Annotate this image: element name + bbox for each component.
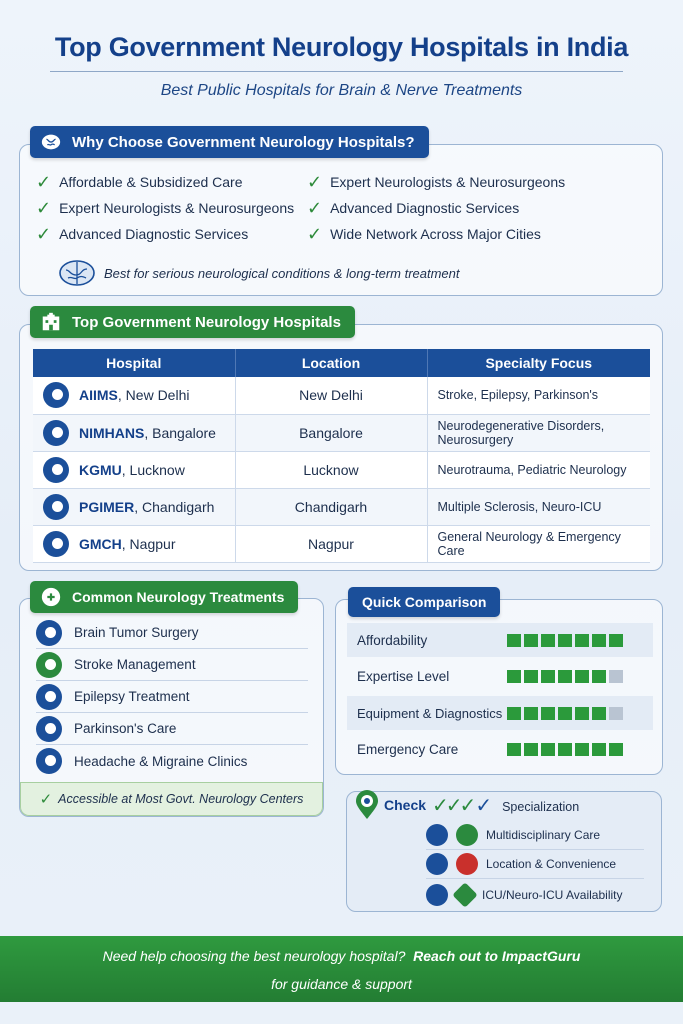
page-title: Top Government Neurology Hospitals in India <box>54 32 629 62</box>
rating-bar-empty <box>609 707 623 720</box>
check-item <box>426 880 644 909</box>
comparison-label: Expertise Level <box>357 668 450 684</box>
check-icon: ✓ <box>39 790 53 808</box>
rating-bar-filled <box>507 670 521 683</box>
rating-bar-filled <box>541 707 555 720</box>
page-subtitle: Best Public Hospitals for Brain & Nerve Treatments <box>160 82 523 99</box>
hospitals-tab <box>30 306 355 338</box>
rating-bar-filled <box>541 634 555 647</box>
check-icon: ✓ <box>307 172 323 192</box>
check-icon: ✓ <box>36 172 52 192</box>
rating-bar-filled <box>541 670 555 683</box>
why-note <box>58 258 460 288</box>
why-item-label: Expert Neurologists & Neurosurgeons <box>330 174 566 190</box>
comparison-tab-label: Quick Comparison <box>362 594 487 610</box>
why-item <box>36 199 294 217</box>
treatments-tab <box>30 581 298 613</box>
treatment-label: Brain Tumor Surgery <box>74 625 199 640</box>
hospitals-tab-label: Top Government Neurology Hospitals <box>72 313 341 331</box>
hospital-location: New Delhi <box>235 377 427 414</box>
why-item-label: Expert Neurologists & Neurosurgeons <box>59 200 295 216</box>
check-item-label: Specialization <box>502 800 580 814</box>
brain-tumor-icon <box>36 620 62 646</box>
check-icon: ✓ <box>36 224 52 244</box>
hospital-city: , Lucknow <box>121 461 185 478</box>
location-pin-icon <box>354 790 380 820</box>
comparison-row <box>347 659 653 693</box>
hospital-name: AIIMS <box>79 387 118 404</box>
comparison-tab <box>348 587 500 617</box>
head-profile-icon <box>426 853 448 875</box>
hospitals-table <box>33 349 650 563</box>
hospital-city: , Bangalore <box>144 424 216 441</box>
hospital-city: , New Delhi <box>117 387 190 404</box>
heartbeat-icon <box>36 652 62 678</box>
list-item <box>36 649 308 681</box>
why-item-label: Wide Network Across Major Cities <box>330 226 541 242</box>
rating-bar-filled <box>524 743 538 756</box>
list-item <box>36 617 308 649</box>
hospital-specialty: Multiple Sclerosis, Neuro-ICU <box>427 488 650 525</box>
treatment-label: Parkinson's Care <box>74 721 177 736</box>
table-row <box>33 377 650 414</box>
comparison-row <box>347 623 653 657</box>
hospital-name: GMCH <box>79 535 122 552</box>
hospital-specialty: Neurodegenerative Disorders, Neurosurgery <box>427 414 650 451</box>
why-item <box>307 225 541 243</box>
rating-bar-filled <box>575 670 589 683</box>
why-item-label: Affordable & Subsidized Care <box>59 174 243 190</box>
rating-bar-filled <box>507 707 521 720</box>
table-row <box>33 451 650 488</box>
hospital-specialty: Neurotrauma, Pediatric Neurology <box>427 451 650 488</box>
hospital-city: , Chandigarh <box>134 498 215 515</box>
title-divider <box>50 71 623 72</box>
head-profile-icon <box>43 457 69 483</box>
table-header-row <box>33 349 650 377</box>
rating-bar-filled <box>575 707 589 720</box>
rating-bar-filled <box>592 670 606 683</box>
treatment-label: Headache & Migraine Clinics <box>74 753 248 769</box>
check-item-label: Multidisciplinary Care <box>486 828 601 842</box>
rating-bar-filled <box>592 634 606 647</box>
head-profile-icon <box>426 824 448 846</box>
table-row <box>33 488 650 525</box>
footer-question: Need help choosing the best neurology hospital? <box>102 948 406 964</box>
rating-bar-filled <box>558 670 572 683</box>
column-header-specialty: Specialty Focus <box>427 349 650 377</box>
check-item-label: Location & Convenience <box>486 857 617 871</box>
rating-bar-filled <box>558 707 572 720</box>
comparison-row <box>347 732 653 766</box>
footer-line-2: for guidance & support <box>271 976 412 992</box>
rating-bar-filled <box>558 743 572 756</box>
hospital-building-icon <box>40 311 62 333</box>
rating-bar-filled <box>507 743 521 756</box>
location-icon <box>456 853 478 875</box>
why-item <box>36 225 248 243</box>
rating-bar-filled <box>541 743 555 756</box>
why-item-label: Advanced Diagnostic Services <box>330 200 520 216</box>
hospital-name: NIMHANS <box>79 424 145 441</box>
hospital-name: KGMU <box>79 461 122 478</box>
comparison-row <box>347 696 653 730</box>
why-item-label: Advanced Diagnostic Services <box>59 226 249 242</box>
brain-icon <box>40 131 62 153</box>
why-item <box>36 173 243 191</box>
check-icon: ✓ <box>307 224 323 244</box>
column-header-location: Location <box>235 349 427 377</box>
head-profile-icon <box>43 420 69 446</box>
rating-bar-empty <box>609 670 623 683</box>
rating-bar-filled <box>575 743 589 756</box>
rating-bars <box>507 634 626 647</box>
rating-bar-filled <box>592 707 606 720</box>
comparison-label: Affordability <box>357 632 428 648</box>
hospital-location: Lucknow <box>235 451 427 488</box>
treatment-label: Stroke Management <box>74 657 196 672</box>
footer-cta-link[interactable]: Reach out to ImpactGuru <box>413 948 581 964</box>
medical-cross-icon <box>452 882 477 907</box>
head-profile-icon <box>43 494 69 520</box>
treatments-footer-text: Accessible at Most Govt. Neurology Centers <box>58 792 304 806</box>
hospital-location: Nagpur <box>235 525 427 562</box>
check-marks-icon: ✓✓✓ <box>432 794 474 817</box>
check-header <box>354 790 579 820</box>
hospital-name: PGIMER <box>79 498 135 515</box>
rating-bars <box>507 670 626 683</box>
check-item <box>426 850 644 879</box>
treatments-footer <box>20 782 323 816</box>
rating-bar-filled <box>524 707 538 720</box>
head-profile-icon <box>36 684 62 710</box>
why-choose-tab <box>30 126 429 158</box>
comparison-label: Equipment & Diagnostics <box>357 705 503 721</box>
head-profile-icon <box>426 884 448 906</box>
rating-bar-filled <box>507 634 521 647</box>
head-profile-icon <box>43 382 69 408</box>
rating-bars <box>507 707 626 720</box>
why-item <box>307 199 519 217</box>
head-profile-icon <box>43 531 69 557</box>
footer-line-1 <box>0 948 683 964</box>
hospital-location: Bangalore <box>235 414 427 451</box>
comparison-label: Emergency Care <box>357 741 459 757</box>
check-icon: ✓ <box>36 198 52 218</box>
check-marks-icon: ✓ <box>475 794 493 817</box>
why-note-text: Best for serious neurological conditions & long-term treatment <box>104 265 460 281</box>
treatments-tab-label: Common Neurology Treatments <box>72 589 285 605</box>
rating-bar-filled <box>524 634 538 647</box>
check-icon: ✓ <box>307 198 323 218</box>
brain-icon <box>58 258 96 288</box>
rating-bar-filled <box>609 743 623 756</box>
rating-bar-filled <box>524 670 538 683</box>
hand-icon <box>36 716 62 742</box>
rating-bar-filled <box>575 634 589 647</box>
treatment-label: Epilepsy Treatment <box>74 689 190 704</box>
rating-bar-filled <box>609 634 623 647</box>
team-icon <box>456 824 478 846</box>
hospital-specialty: Stroke, Epilepsy, Parkinson's <box>427 377 650 414</box>
column-header-hospital: Hospital <box>33 349 235 377</box>
table-row <box>33 525 650 562</box>
rating-bars <box>507 743 626 756</box>
list-item <box>36 745 308 777</box>
headache-icon <box>36 748 62 774</box>
medical-circle-icon <box>40 586 62 608</box>
hospital-city: , Nagpur <box>121 535 176 552</box>
rating-bar-filled <box>592 743 606 756</box>
why-item <box>307 173 565 191</box>
check-item <box>426 821 644 850</box>
footer-banner <box>0 936 683 1002</box>
check-item-label: ICU/Neuro-ICU Availability <box>482 887 623 902</box>
hospital-specialty: General Neurology & Emergency Care <box>427 525 650 562</box>
table-row <box>33 414 650 451</box>
list-item <box>36 713 308 745</box>
rating-bar-filled <box>558 634 572 647</box>
hospital-location: Chandigarh <box>235 488 427 525</box>
list-item <box>36 681 308 713</box>
why-choose-tab-label: Why Choose Government Neurology Hospitals? <box>72 133 415 151</box>
check-label: Check <box>384 797 427 813</box>
